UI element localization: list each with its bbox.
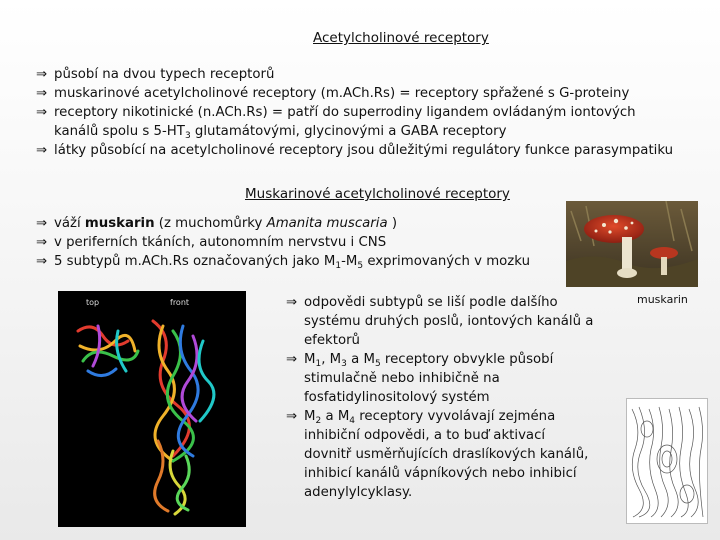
list-item-continuation: fosfatidylinositolový systém	[304, 390, 490, 405]
list-item: ⇒ $M_1$, $M_3$ a $M_5$ receptory obvykle působí	[286, 352, 554, 369]
protein-label-front: front	[170, 298, 190, 307]
list-item-continuation: adenylylcyklasy.	[304, 485, 413, 500]
list-item-continuation: inhibicí kanálů vápníkových nebo inhibicí	[304, 466, 577, 481]
bullets-1	[36, 65, 673, 160]
amanita-muscaria-image	[566, 201, 698, 287]
list-item: ⇒ odpovědi subtypů se liší podle dalšího	[286, 295, 558, 310]
implies-arrow-icon: ⇒	[36, 67, 48, 82]
list-item: ⇒ receptory nikotinické (n.ACh.Rs) = patří do superrodiny ligandem ovládaným iontových	[36, 105, 636, 120]
list-item-continuation: stimulačně nebo inhibičně na	[304, 371, 500, 386]
implies-arrow-icon: ⇒	[36, 86, 48, 101]
list-item: ⇒ váží muskarin (z muchomůrky Amanita muscaria )	[36, 216, 398, 231]
list-item: ⇒ 5 subtypů m.ACh.Rs označovaných jako $M_1-M_5$ exprimovaných v mozku	[36, 254, 531, 271]
implies-arrow-icon: ⇒	[286, 352, 298, 367]
list-item-continuation: systému druhých poslů, iontových kanálů a	[304, 314, 594, 329]
list-item: ⇒ látky působící na acetylcholinové receptory jsou důležitými regulátory funkce parasympatiku	[36, 143, 674, 158]
implies-arrow-icon: ⇒	[36, 143, 48, 158]
mushroom-photo	[566, 201, 698, 287]
list-item: ⇒ $M_2$ a $M_4$ receptory vyvolávají zejména	[286, 409, 556, 426]
protein-structure-image	[58, 291, 246, 527]
list-item-continuation: kanálů spolu s $5-HT_3$ glutamátovými, glycinovými a GABA receptory	[54, 124, 507, 141]
subtype-responses	[286, 293, 593, 502]
list-item-continuation: inhibiční odpovědi, a to buď aktivací	[304, 428, 546, 443]
protein-ribbon-icon	[58, 291, 246, 527]
implies-arrow-icon: ⇒	[36, 254, 48, 269]
contour-lines-icon	[627, 399, 707, 523]
list-item: ⇒ v periferních tkáních, autonomním nervstvu i CNS	[36, 235, 387, 250]
bullets-2	[36, 214, 530, 271]
list-item: ⇒ působí na dvou typech receptorů	[36, 67, 275, 82]
contour-diagram-image	[626, 398, 708, 524]
mushroom-caption: muskarin	[637, 293, 688, 306]
protein-label-top: top	[86, 298, 100, 307]
list-item: ⇒ muskarinové acetylcholinové receptory (m.ACh.Rs) = receptory spřažené s G-proteiny	[36, 86, 630, 101]
implies-arrow-icon: ⇒	[36, 216, 48, 231]
implies-arrow-icon: ⇒	[36, 105, 48, 120]
implies-arrow-icon: ⇒	[286, 295, 298, 310]
list-item-continuation: efektorů	[304, 333, 360, 348]
implies-arrow-icon: ⇒	[36, 235, 48, 250]
title-acetylcholine-receptors: Acetylcholinové receptory	[313, 30, 489, 46]
list-item-continuation: dovnitř usměrňujících draslíkových kanálů,	[304, 447, 589, 462]
title-muscarinic-receptors: Muskarinové acetylcholinové receptory	[245, 186, 510, 202]
implies-arrow-icon: ⇒	[286, 409, 298, 424]
